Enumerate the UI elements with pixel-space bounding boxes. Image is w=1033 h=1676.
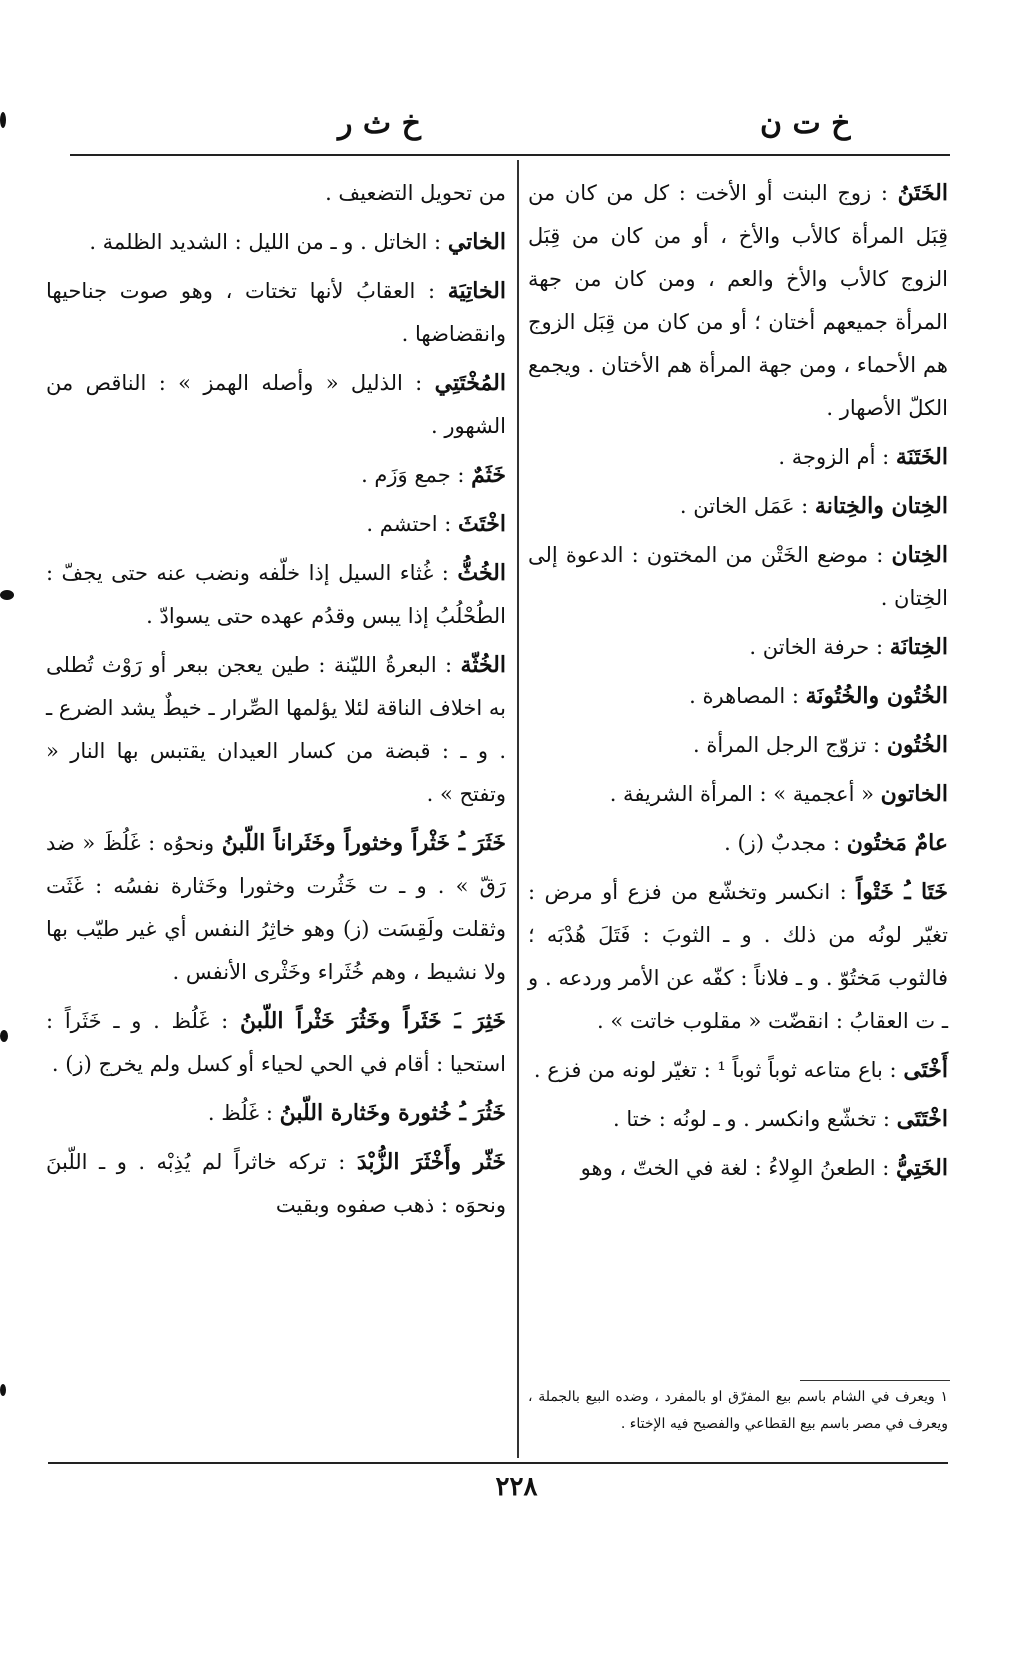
definition: ونحوُه : غَلُظَ « ضد رَقّ » . و ـ ت خَثُرت وخثورا وخَثارة نفسُه : غَثَت وثقلت ولَقِسَت (ز) وهو خاثِرُ النفس أي غير طيّب بها ولا نشيط ، وهم خُثَراء وخَثْرى الأنفس .: [46, 831, 506, 984]
definition: : تزوّج الرجل المرأة .: [693, 733, 881, 757]
header-root-right: خ ت ن: [760, 106, 851, 141]
edge-mark: [0, 112, 6, 128]
headword: المُخْتَتِي: [434, 370, 506, 396]
entry: [528, 485, 948, 528]
page-header: [70, 96, 950, 156]
headword: عامٌ مَختُون: [846, 830, 948, 856]
headword: الخِتان والخِتانة: [814, 493, 948, 519]
definition: : الخاتل . و ـ من الليل : الشديد الظلمة .: [89, 230, 442, 254]
entry: [46, 362, 506, 448]
entry: [46, 454, 506, 497]
headword: الخاتي: [447, 229, 506, 255]
headword: الخُتُون والخُتُونَة: [805, 683, 948, 709]
headword: الخاتِيَة: [447, 278, 506, 304]
entry: [528, 1049, 948, 1092]
entry: [528, 436, 948, 479]
definition: : انكسر وتخشّع من فزع أو مرض : تغيّر لونُه من ذلك . و ـ الثوبَ : فَتَلَ هُدْبَه ؛ فالثوب مَختُوّ . و ـ فلاناً : كفّه عن الأمر وردعه . و ـ ت العقابُ : انقضّت « مقلوب خاتت » .: [528, 880, 948, 1033]
headword: خَتَا ـُ خَتْواً: [856, 879, 948, 905]
headword: الخاتون: [880, 781, 948, 807]
entry: [46, 172, 506, 215]
definition: من تحويل التضعيف .: [325, 181, 506, 205]
edge-mark: [0, 590, 14, 600]
entry: [528, 822, 948, 865]
definition: : حرفة الخاتن .: [749, 635, 884, 659]
entry: [46, 1092, 506, 1135]
definition: : عَمَل الخاتن .: [679, 494, 809, 518]
definition: : تركه خاثراً لم يُذِبْه . و ـ اللّبنَ ونحوَه : ذهب صفوه وبقيت: [46, 1150, 506, 1217]
entry: [46, 552, 506, 638]
headword: الخِتانَة: [889, 634, 948, 660]
headword: خَثِرَ ـَ خَثَراً وخَثُرَ خَثْراً اللّبنُ: [240, 1008, 506, 1034]
headword: الخَتَنُ: [897, 180, 948, 206]
entry: [46, 270, 506, 356]
definition: « أعجمية » : المرأة الشريفة .: [609, 782, 874, 806]
entry: [46, 822, 506, 994]
definition: : أم الزوجة .: [778, 445, 890, 469]
entry: [528, 871, 948, 1043]
entry: [46, 503, 506, 546]
headword: خَثَرَ ـُ خَثْراً وخثوراً وخَثَراناً اللّبنُ: [221, 830, 506, 856]
footnote-rule: [800, 1380, 950, 1381]
header-root-left: خ ث ر: [338, 106, 421, 141]
headword: الخَتِيُّ: [896, 1155, 948, 1181]
definition: : احتشم .: [366, 512, 452, 536]
headword: الخُثُّ: [457, 560, 506, 586]
entry: [528, 626, 948, 669]
entry: [528, 773, 948, 816]
entry: [46, 644, 506, 816]
entry: [528, 675, 948, 718]
definition: : العقابُ لأنها تختات ، وهو صوت جناحيها وانقضاضها .: [46, 279, 506, 346]
entry: [46, 221, 506, 264]
edge-mark: [0, 1384, 6, 1396]
definition: : غُثاء السيل إذا خلّفه ونضب عنه حتى يجفّ : الطُحْلُبُ إذا يبس وقدُم عهده حتى يسوادّ .: [46, 561, 506, 628]
page-number: ٢٢٨: [495, 1472, 538, 1502]
entry: [528, 534, 948, 620]
definition: : تخشّع وانكسر . و ـ لونُه : ختا .: [612, 1107, 890, 1131]
headword: اخْتَثَ: [458, 511, 506, 537]
headword: أَخْتَى: [903, 1057, 948, 1083]
header-rule: [70, 154, 950, 156]
headword: الخُثّة: [460, 652, 506, 678]
definition: : البعرةُ الليّنة : طين يعجن ببعر أو رَوْث تُطلى به اخلاف الناقة لئلا يؤلمها الصِّرار ـ خيطٌ يشد الضرع ـ . و ـ : قبضة من كسار العيدان يقتبس بها النار « وتفتح » .: [46, 653, 506, 806]
definition: : موضع الخَتْن من المختون : الدعوة إلى الخِتان .: [528, 543, 948, 610]
definition: : غَلُظ .: [207, 1101, 273, 1125]
column-divider: [517, 160, 519, 1458]
left-column: [46, 172, 506, 1233]
headword: خَثُرَ ـُ خُثورة وخَثارة اللّبنُ: [279, 1100, 506, 1126]
definition: : زوج البنت أو الأخت : كل من كان من قِبَل المرأة كالأب والأخ ، أو من كان من قِبَل الزوج كالأب والأخ والعم ، ومن كان من جهة المرأة جميعهم أختان ؛ أو من كان من قِبَل الزوج هم الأحماء ، ومن جهة المرأة هم الأختان . ويجمع الكلّ الأصهار .: [528, 181, 948, 420]
definition: : مجدبٌ (ز) .: [724, 831, 841, 855]
entry: [528, 1098, 948, 1141]
headword: خَثَمٌ: [471, 462, 506, 488]
headword: اخْتَتَى: [896, 1106, 948, 1132]
entry: [46, 1141, 506, 1227]
entry: [528, 1147, 948, 1190]
entry: [46, 1000, 506, 1086]
headword: الخِتان: [891, 542, 948, 568]
edge-mark: [0, 1030, 8, 1042]
headword: خَثّر وأَخْثَرَ الزُّبْدَ: [356, 1149, 506, 1175]
entry: [528, 172, 948, 430]
definition: : الذليل « وأصله الهمز » : الناقص من الشهور .: [46, 371, 506, 438]
definition: : غَلُظ . و ـ خَثَراً : استحيا : أقام في الحي لحياء أو كسل ولم يخرج (ز) .: [46, 1009, 506, 1076]
footer-rule: [48, 1462, 948, 1464]
definition: : الطعنُ الوِلاءُ : لغة في الختّ ، وهو: [580, 1156, 890, 1180]
headword: الخُتُون: [886, 732, 948, 758]
definition: : باع متاعه ثوباً ثوباً ¹ : تغيّر لونه من فزع .: [533, 1058, 897, 1082]
entry: [528, 724, 948, 767]
right-column: [528, 172, 948, 1196]
footnote: ١ ويعرف في الشام باسم بيع المفرّق او بالمفرد ، وضده البيع بالجملة ، ويعرف في مصر باسم بيع القطاعي والفصيح فيه الإختاء .: [528, 1389, 948, 1432]
headword: الخَتَنَة: [895, 444, 948, 470]
definition: : جمع وَزَم .: [361, 463, 465, 487]
definition: : المصاهرة .: [689, 684, 799, 708]
